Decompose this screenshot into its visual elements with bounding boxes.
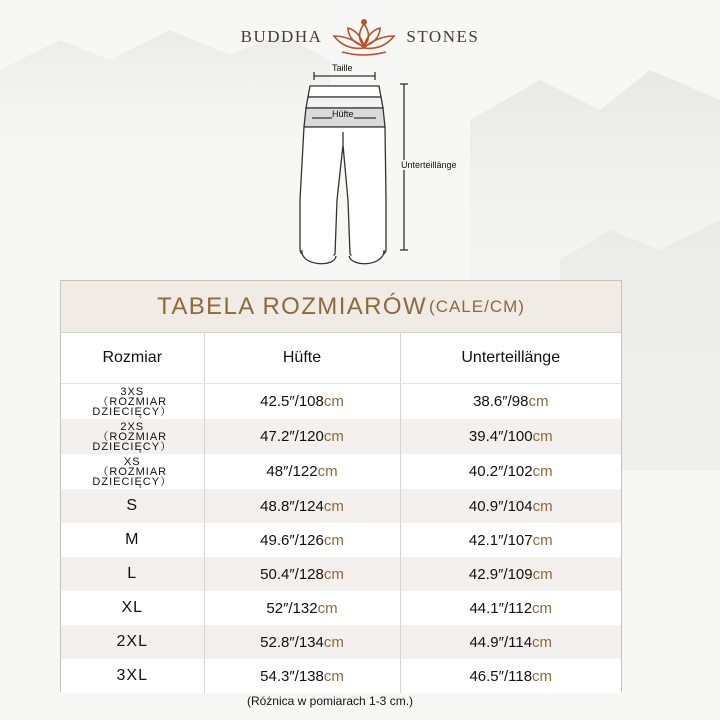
size-label: M bbox=[125, 531, 140, 548]
size-cell bbox=[61, 489, 204, 523]
inseam-label: Unterteillänge bbox=[401, 160, 457, 170]
size-cell bbox=[61, 557, 204, 591]
inch-value: 49.6″ bbox=[260, 531, 295, 549]
harem-pants-icon bbox=[0, 0, 720, 280]
table-row bbox=[61, 659, 621, 693]
size-label: 2XL bbox=[116, 633, 148, 650]
cm-value: /128 bbox=[294, 565, 324, 583]
length-cell bbox=[400, 384, 621, 420]
cm-unit: cm bbox=[532, 428, 553, 445]
size-label: XL bbox=[121, 599, 144, 616]
size-cell bbox=[61, 454, 204, 489]
inch-value: 44.1″ bbox=[469, 599, 504, 617]
size-table bbox=[60, 280, 622, 692]
cm-unit: cm bbox=[532, 667, 553, 685]
inch-value: 44.9″ bbox=[469, 633, 504, 651]
inch-value: 52″ bbox=[266, 599, 289, 617]
hip-cell bbox=[204, 659, 400, 693]
size-cell bbox=[61, 419, 204, 454]
size-label: 3XS bbox=[120, 385, 145, 398]
length-cell bbox=[400, 557, 621, 591]
table-unit: (CALE/CM) bbox=[429, 296, 525, 316]
header-hip: Hüfte bbox=[204, 333, 400, 384]
size-label: L bbox=[127, 565, 138, 582]
length-cell bbox=[400, 659, 621, 693]
table-row bbox=[61, 523, 621, 557]
cm-unit: cm bbox=[532, 463, 553, 480]
cm-unit: cm bbox=[528, 393, 549, 410]
inch-value: 40.2″ bbox=[468, 463, 504, 480]
cm-unit: cm bbox=[532, 633, 553, 651]
brand-left: BUDDHA bbox=[240, 27, 323, 46]
cm-value: /132 bbox=[288, 599, 318, 617]
table-row bbox=[61, 557, 621, 591]
cm-value: /107 bbox=[503, 531, 533, 549]
cm-value: /138 bbox=[294, 667, 324, 685]
cm-value: /100 bbox=[503, 428, 533, 445]
length-cell bbox=[400, 523, 621, 557]
cm-value: /109 bbox=[503, 565, 533, 583]
hip-label: Hüfte bbox=[332, 109, 354, 119]
table-row bbox=[61, 489, 621, 523]
size-label: 2XS bbox=[120, 420, 145, 433]
inch-value: 50.4″ bbox=[260, 565, 295, 583]
inch-value: 46.5″ bbox=[469, 667, 504, 685]
size-label: （ROZMIAR bbox=[97, 465, 168, 478]
inch-value: 47.2″ bbox=[260, 428, 295, 445]
length-cell bbox=[400, 489, 621, 523]
size-cell bbox=[61, 625, 204, 659]
cm-value: /108 bbox=[294, 393, 324, 410]
inch-value: 42.1″ bbox=[468, 531, 504, 549]
measurement-note: (Różnica w pomiarach 1-3 cm.) bbox=[246, 694, 414, 708]
cm-unit: cm bbox=[532, 565, 553, 583]
size-label: XS bbox=[123, 455, 141, 468]
size-cell bbox=[61, 384, 204, 420]
cm-unit: cm bbox=[323, 667, 344, 685]
hip-cell bbox=[204, 591, 400, 625]
hip-cell bbox=[204, 557, 400, 591]
cm-value: /122 bbox=[288, 463, 318, 480]
length-cell bbox=[400, 591, 621, 625]
cm-unit: cm bbox=[323, 565, 344, 583]
inch-value: 42.9″ bbox=[468, 565, 504, 583]
cm-unit: cm bbox=[317, 599, 338, 617]
inch-value: 39.4″ bbox=[468, 428, 504, 445]
hip-cell bbox=[204, 523, 400, 557]
cm-value: /104 bbox=[503, 497, 533, 515]
table-title bbox=[61, 281, 621, 333]
size-cell bbox=[61, 659, 204, 693]
size-label: 3XL bbox=[116, 667, 148, 684]
size-cell bbox=[61, 591, 204, 625]
inch-value: 48.8″ bbox=[260, 497, 295, 515]
cm-value: /126 bbox=[294, 531, 324, 549]
size-label: （ROZMIAR bbox=[97, 430, 168, 443]
waist-label: Taille bbox=[332, 63, 353, 73]
table-row bbox=[61, 591, 621, 625]
length-cell bbox=[400, 625, 621, 659]
cm-value: /102 bbox=[503, 463, 533, 480]
table-row bbox=[61, 419, 621, 454]
inch-value: 48″ bbox=[266, 463, 289, 480]
cm-unit: cm bbox=[317, 463, 338, 480]
inch-value: 52.8″ bbox=[260, 633, 295, 651]
header-size: Rozmiar bbox=[61, 333, 204, 384]
header-length: Unterteillänge bbox=[400, 333, 621, 384]
cm-value: /118 bbox=[503, 667, 533, 685]
brand-right: STONES bbox=[406, 27, 480, 46]
cm-unit: cm bbox=[532, 531, 553, 549]
table-row bbox=[61, 625, 621, 659]
cm-value: /134 bbox=[294, 633, 324, 651]
size-label: S bbox=[126, 497, 139, 514]
cm-unit: cm bbox=[323, 531, 344, 549]
table-row bbox=[61, 384, 621, 420]
cm-value: /98 bbox=[507, 393, 529, 410]
inch-value: 38.6″ bbox=[473, 393, 508, 410]
size-label: DZIECIĘCY） bbox=[92, 475, 173, 488]
cm-unit: cm bbox=[323, 497, 344, 515]
hip-cell bbox=[204, 454, 400, 489]
hip-cell bbox=[204, 625, 400, 659]
length-cell bbox=[400, 419, 621, 454]
cm-unit: cm bbox=[323, 428, 344, 445]
hip-cell bbox=[204, 384, 400, 420]
inch-value: 42.5″ bbox=[260, 393, 295, 410]
table-title-text: TABELA ROZMIARÓW bbox=[157, 292, 428, 320]
table-row bbox=[61, 454, 621, 489]
cm-unit: cm bbox=[532, 599, 553, 617]
cm-unit: cm bbox=[323, 393, 344, 410]
hip-cell bbox=[204, 419, 400, 454]
size-grid bbox=[61, 333, 621, 693]
size-label: DZIECIĘCY） bbox=[92, 405, 173, 418]
cm-value: /120 bbox=[294, 428, 324, 445]
length-cell bbox=[400, 454, 621, 489]
cm-unit: cm bbox=[323, 633, 344, 651]
inch-value: 40.9″ bbox=[468, 497, 504, 515]
inch-value: 54.3″ bbox=[260, 667, 295, 685]
cm-value: /114 bbox=[503, 633, 533, 651]
cm-unit: cm bbox=[532, 497, 553, 515]
hip-cell bbox=[204, 489, 400, 523]
size-cell bbox=[61, 523, 204, 557]
cm-value: /112 bbox=[503, 599, 533, 617]
size-label: （ROZMIAR bbox=[97, 395, 168, 408]
cm-value: /124 bbox=[294, 497, 324, 515]
size-label: DZIECIĘCY） bbox=[92, 440, 173, 453]
